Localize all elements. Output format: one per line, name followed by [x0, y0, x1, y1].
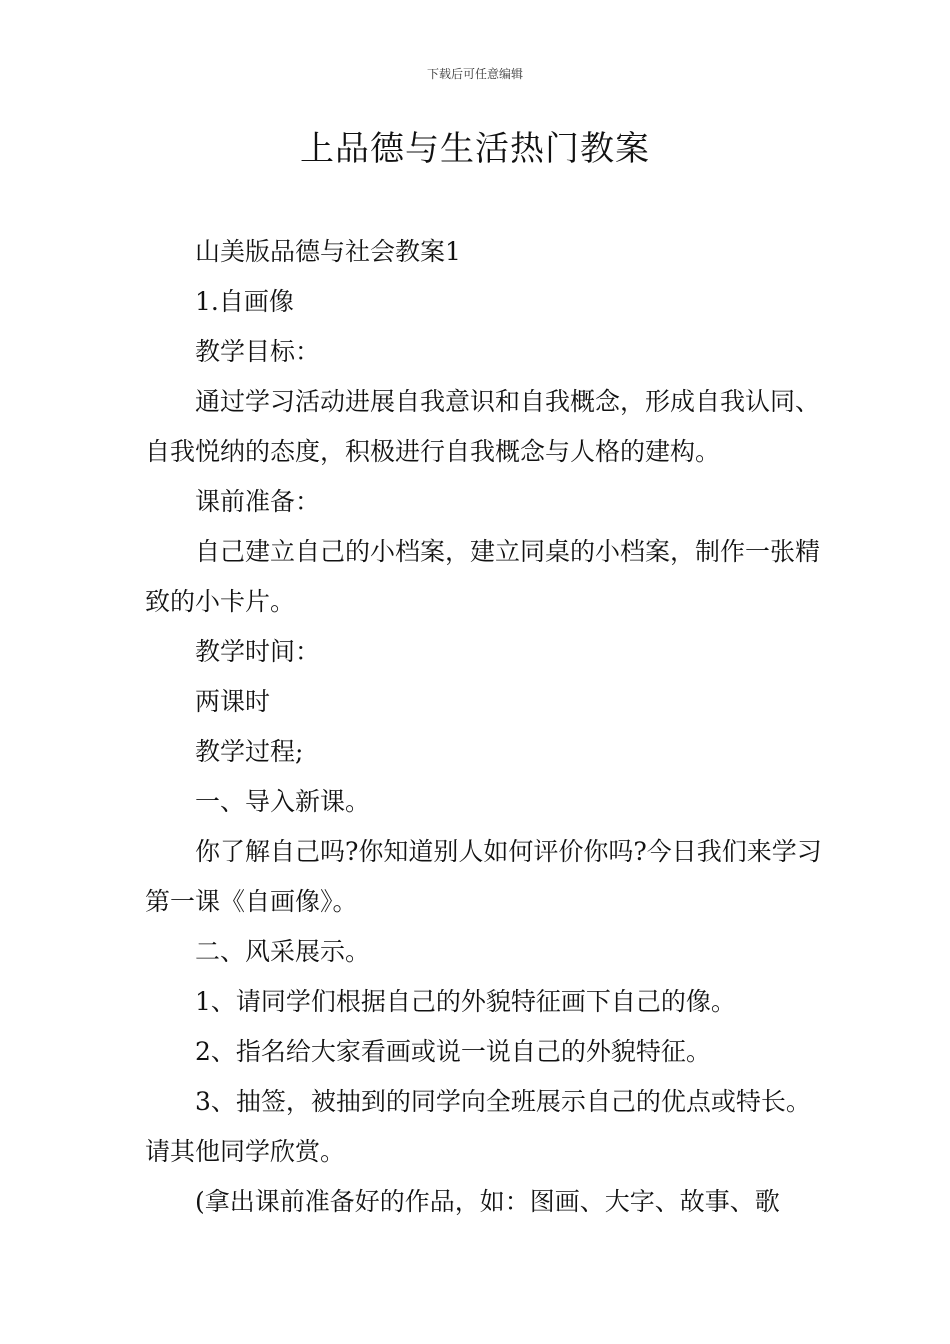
paragraph: 山美版品德与社会教案1 — [195, 237, 461, 266]
paragraph: 1.自画像 — [195, 287, 294, 316]
paragraph: 3、抽签，被抽到的同学向全班展示自己的优点或特长。请其他同学欣赏。 — [145, 1087, 811, 1166]
document-body — [145, 227, 825, 1227]
paragraph: 教学时间： — [195, 637, 321, 666]
paragraph: 你了解自己吗?你知道别人如何评价你吗?今日我们来学习第一课《自画像》。 — [145, 837, 822, 916]
header-note: 下载后可任意编辑 — [426, 67, 523, 81]
paragraph: 两课时 — [195, 687, 271, 716]
paragraph: 自己建立自己的小档案，建立同桌的小档案，制作一张精致的小卡片。 — [145, 537, 821, 616]
document-title: 上品德与生活热门教案 — [300, 129, 650, 169]
paragraph: 课前准备： — [195, 487, 321, 516]
paragraph: 2、指名给大家看画或说一说自己的外貌特征。 — [195, 1037, 711, 1066]
paragraph: 1、请同学们根据自己的外貌特征画下自己的像。 — [195, 987, 736, 1016]
paragraph: 教学过程; — [195, 737, 304, 766]
paragraph: 一、导入新课。 — [195, 787, 371, 816]
paragraph: 教学目标： — [195, 337, 321, 366]
paragraph: 通过学习活动进展自我意识和自我概念，形成自我认同、自我悦纳的态度，积极进行自我概念与人格的建构。 — [145, 387, 821, 466]
paragraph: 二、风采展示。 — [195, 937, 371, 966]
paragraph: (拿出课前准备好的作品，如：图画、大字、故事、歌 — [195, 1187, 780, 1216]
